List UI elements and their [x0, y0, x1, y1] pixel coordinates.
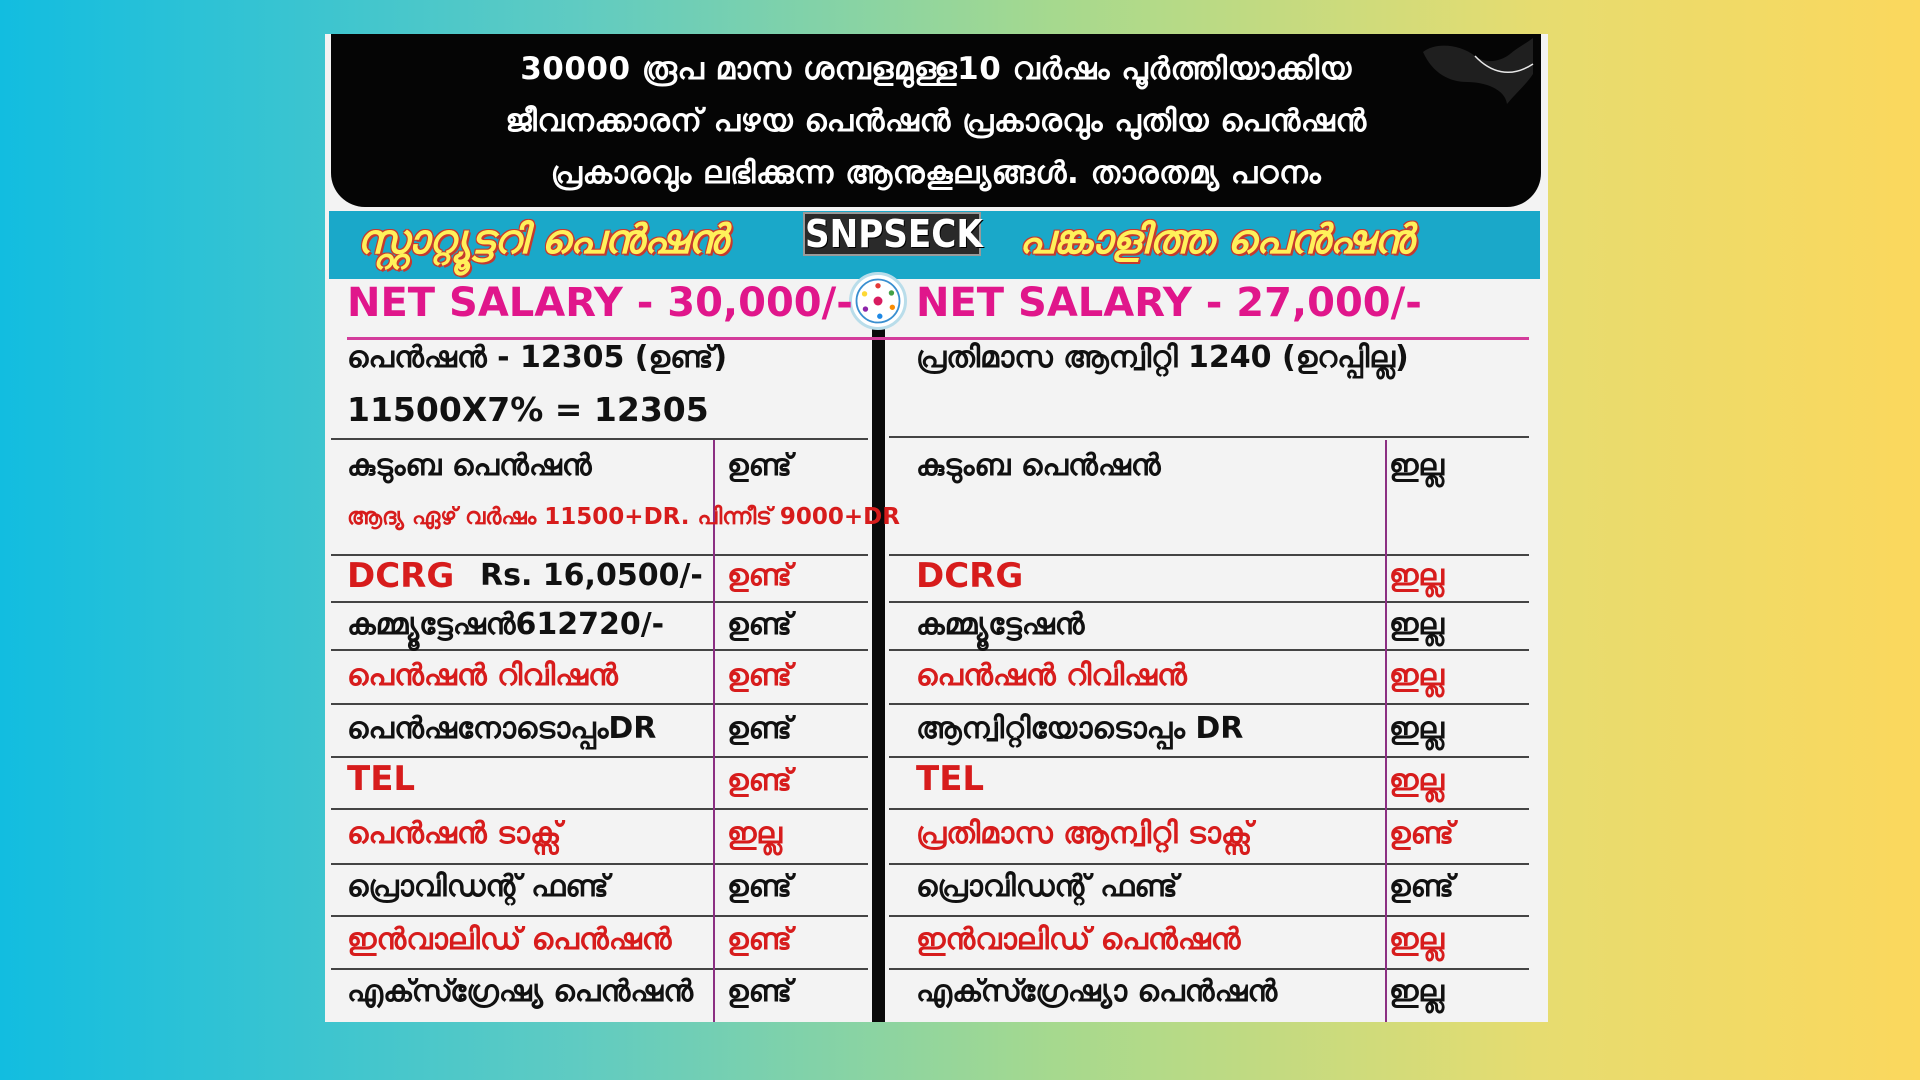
header-line-3: പ്രകാരവും ലഭിക്കുന്ന ആനുകൂല്യങ്ങൾ. താരതമ്യ പഠനം	[550, 154, 1322, 191]
right-row-label: ആന്വിറ്റിയോടൊപ്പം DR	[916, 711, 1244, 746]
right-row-label: DCRG	[916, 556, 1024, 596]
left-row-value: ഉണ്ട്	[727, 658, 792, 693]
comparison-poster	[325, 34, 1548, 1022]
left-row-value: ഉണ്ട്	[727, 922, 792, 957]
right-annuity-line: പ്രതിമാസ ആന്വിറ്റി 1240 (ഉറപ്പില്ല)	[916, 340, 1409, 375]
row-rule	[331, 756, 868, 758]
left-row-value: ഉണ്ട്	[727, 974, 792, 1009]
corner-scribble-icon	[1415, 34, 1535, 109]
row-rule	[889, 968, 1529, 970]
row-rule	[331, 915, 868, 917]
left-row-label: കുടുംബ പെൻഷൻ	[347, 448, 592, 483]
row-rule	[889, 649, 1529, 651]
row-rule	[889, 756, 1529, 758]
left-family-pension-note: ആദ്യ ഏഴ് വർഷം 11500+DR. പിന്നീട് 9000+DR	[347, 504, 900, 530]
left-row-value: ഉണ്ട്	[727, 607, 792, 642]
row-rule	[889, 863, 1529, 865]
left-row-value: ഉണ്ട്	[727, 558, 792, 593]
organization-logo-icon	[849, 272, 907, 330]
right-row-value: ഇല്ല	[1389, 974, 1445, 1009]
header-box	[331, 34, 1541, 207]
left-row-value: ഇല്ല	[727, 816, 783, 851]
left-row-label: പെൻഷനോടൊപ്പംDR	[347, 711, 657, 746]
row-rule	[331, 808, 868, 810]
header-line-1: 30000 രൂപ മാസ ശമ്പളമുള്ള10 വർഷം പൂർത്തിയാക്കിയ	[520, 50, 1352, 87]
right-row-value: ഇല്ല	[1389, 558, 1445, 593]
row-rule	[889, 808, 1529, 810]
right-row-label: TEL	[916, 759, 985, 799]
left-row-label: എക്സ്ഗ്രേഷ്യ പെൻഷൻ	[347, 974, 694, 1009]
right-row-value: ഇല്ല	[1389, 922, 1445, 957]
row-rule	[331, 438, 868, 440]
left-pension-line: പെൻഷൻ - 12305 (ഉണ്ട്)	[347, 340, 728, 375]
row-rule	[889, 601, 1529, 603]
right-row-label: പ്രൊവിഡന്റ് ഫണ്ട്	[916, 869, 1178, 904]
left-row-label: Rs. 16,0500/-	[480, 558, 703, 593]
left-row-label: പ്രൊവിഡന്റ് ഫണ്ട്	[347, 869, 609, 904]
left-pension-calc: 11500X7% = 12305	[347, 390, 709, 429]
right-row-label: എക്സ്ഗ്രേഷ്യാ പെൻഷൻ	[916, 974, 1278, 1009]
net-salary-right: NET SALARY - 27,000/-	[916, 280, 1422, 326]
right-row-value: ഇല്ല	[1389, 763, 1445, 798]
right-row-label: ഇൻവാലിഡ് പെൻഷൻ	[916, 922, 1241, 957]
row-rule	[331, 703, 868, 705]
statutory-pension-title: സ്റ്റാറ്റ്യൂട്ടറി പെൻഷൻ	[357, 217, 728, 263]
header-line-2: ജീവനക്കാരന് പഴയ പെൻഷൻ പ്രകാരവും പുതിയ പെൻഷൻ	[505, 102, 1367, 139]
right-row-label: കമ്മ്യൂട്ടേഷൻ	[916, 607, 1085, 642]
left-row-label: പെൻഷൻ ടാക്സ്	[347, 816, 562, 851]
right-row-value: ഇല്ല	[1389, 658, 1445, 693]
left-row-label: TEL	[347, 759, 416, 799]
column-divider	[872, 279, 885, 1022]
right-row-label: കുടുംബ പെൻഷൻ	[916, 448, 1161, 483]
right-row-value: ഉണ്ട്	[1389, 816, 1454, 851]
right-row-value: ഉണ്ട്	[1389, 869, 1454, 904]
left-row-label-prefix: DCRG	[347, 556, 455, 596]
left-row-value: ഉണ്ട്	[727, 448, 792, 483]
left-row-label: ഇൻവാലിഡ് പെൻഷൻ	[347, 922, 672, 957]
row-rule	[889, 915, 1529, 917]
left-row-label: പെൻഷൻ റിവിഷൻ	[347, 658, 618, 693]
row-rule	[331, 601, 868, 603]
right-row-value: ഇല്ല	[1389, 711, 1445, 746]
right-row-label: പ്രതിമാസ ആന്വിറ്റി ടാക്സ്	[916, 816, 1253, 851]
row-rule	[889, 703, 1529, 705]
right-row-label: പെൻഷൻ റിവിഷൻ	[916, 658, 1187, 693]
right-row-value: ഇല്ല	[1389, 607, 1445, 642]
watermark-label: SNPSECK	[805, 212, 983, 256]
left-row-value: ഉണ്ട്	[727, 711, 792, 746]
row-rule	[331, 649, 868, 651]
right-value-column-rule	[1385, 440, 1387, 1022]
left-row-value: ഉണ്ട്	[727, 763, 792, 798]
contributory-pension-title: പങ്കാളിത്ത പെൻഷൻ	[1019, 217, 1414, 263]
row-rule	[331, 863, 868, 865]
left-row-label: കമ്മ്യൂട്ടേഷൻ612720/-	[347, 607, 665, 642]
row-rule	[889, 436, 1529, 438]
net-salary-left: NET SALARY - 30,000/-	[347, 280, 853, 326]
row-rule	[331, 968, 868, 970]
left-row-value: ഉണ്ട്	[727, 869, 792, 904]
right-row-value: ഇല്ല	[1389, 448, 1445, 483]
